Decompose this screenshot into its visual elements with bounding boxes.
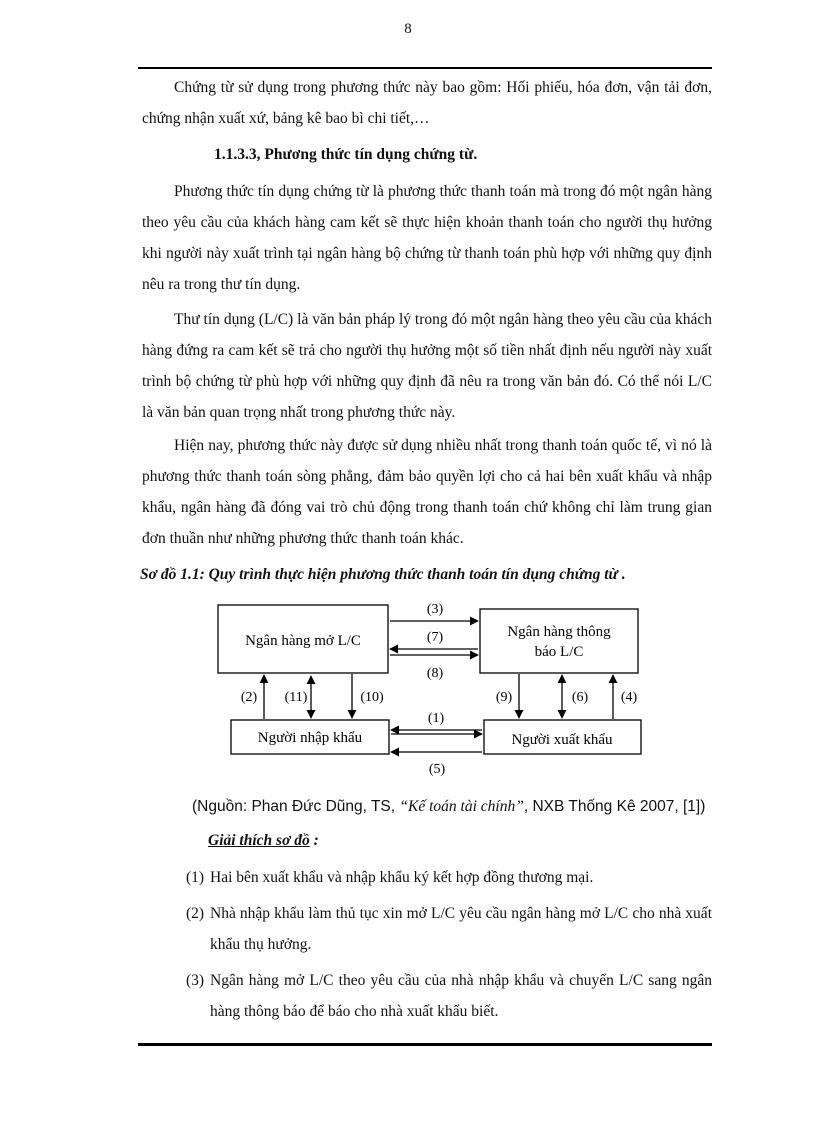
step-text: Hai bên xuất khẩu và nhập khẩu ký kết hợp đồng thương mại. bbox=[210, 869, 594, 886]
step-number: (2) bbox=[186, 905, 205, 922]
source-suffix: , NXB Thống Kê 2007, [1]) bbox=[523, 798, 706, 815]
importer-label: Người nhập khẩu bbox=[257, 730, 363, 746]
diagram-caption: Sơ đồ 1.1: Quy trình thực hiện phương thức thanh toán tín dụng chứng từ . bbox=[140, 566, 626, 583]
label-step-9: (9) bbox=[495, 690, 513, 705]
list-item bbox=[186, 965, 712, 1027]
label-step-8: (8) bbox=[426, 666, 444, 681]
step-number: (1) bbox=[186, 869, 205, 886]
explanation-title bbox=[208, 832, 319, 850]
step-text: Ngân hàng mở L/C theo yêu cầu của nhà nhập khẩu và chuyển L/C sang ngân hàng thông báo để báo cho nhà xuất khẩu biết. bbox=[210, 972, 712, 1020]
section-heading: 1.1.3.3, Phương thức tín dụng chứng từ. bbox=[214, 146, 478, 163]
label-step-5: (5) bbox=[428, 762, 446, 777]
label-step-2: (2) bbox=[240, 690, 258, 705]
advising-bank-label-line1: Ngân hàng thông bbox=[507, 624, 611, 640]
advising-bank-box bbox=[480, 609, 638, 673]
list-item bbox=[186, 898, 712, 960]
diagram-source bbox=[192, 798, 705, 816]
exporter-label: Người xuất khẩu bbox=[511, 732, 613, 748]
step-text: Nhà nhập khẩu làm thủ tục xin mở L/C yêu cầu ngân hàng mở L/C cho nhà xuất khẩu thụ hưởng. bbox=[210, 905, 712, 953]
label-step-7: (7) bbox=[426, 630, 444, 645]
label-step-1: (1) bbox=[427, 711, 445, 726]
source-title: “Kế toán tài chính” bbox=[399, 798, 524, 815]
label-step-4: (4) bbox=[620, 690, 638, 705]
explanation-title-text: Giải thích sơ đồ bbox=[208, 832, 310, 849]
explanation-steps bbox=[186, 862, 712, 1027]
page-number: 8 bbox=[404, 21, 412, 37]
label-step-11: (11) bbox=[284, 690, 308, 705]
label-step-10: (10) bbox=[360, 690, 384, 705]
label-step-3: (3) bbox=[426, 602, 444, 617]
intro-paragraph: Chứng từ sử dụng trong phương thức này bao gồm: Hối phiếu, hóa đơn, vận tải đơn, chứng nhận xuất xứ, bảng kê bao bì chi tiết,… bbox=[142, 79, 712, 127]
paragraph-letter-of-credit: Thư tín dụng (L/C) là văn bản pháp lý trong đó một ngân hàng theo yêu cầu của khách hàng đứng ra cam kết sẽ trả cho người thụ hưởng một số tiền nhất định nếu người này xuất trình bộ chứng từ phù hợp với những quy định đã nêu ra trong văn bản đó. Có thể nói L/C là văn bản quan trọng nhất trong phương thức này. bbox=[142, 311, 712, 421]
explanation-title-colon: : bbox=[309, 832, 319, 849]
paragraph-current-use: Hiện nay, phương thức này được sử dụng nhiều nhất trong thanh toán quốc tế, vì nó là phương thức thanh toán sòng phẳng, đảm bảo quyền lợi cho cả hai bên xuất khẩu và nhập khẩu, ngân hàng đã đóng vai trò chủ động trong thanh toán chứ không chỉ làm trung gian đơn thuần như những phương thức thanh toán khác. bbox=[142, 437, 712, 547]
issuing-bank-label: Ngân hàng mở L/C bbox=[245, 633, 361, 649]
source-prefix: (Nguồn: Phan Đức Dũng, TS, bbox=[192, 798, 400, 815]
advising-bank-label-line2: báo L/C bbox=[534, 644, 584, 660]
list-item bbox=[186, 862, 712, 893]
paragraph-definition: Phương thức tín dụng chứng từ là phương thức thanh toán mà trong đó một ngân hàng theo yêu cầu của khách hàng cam kết sẽ thực hiện khoản thanh toán cho người thụ hưởng khi người này xuất trình tại ngân hàng bộ chứng từ thanh toán phù hợp với những quy định nêu ra trong thư tín dụng. bbox=[142, 183, 712, 293]
step-number: (3) bbox=[186, 972, 205, 989]
footer-rule bbox=[138, 1043, 712, 1046]
label-step-6: (6) bbox=[571, 690, 589, 705]
